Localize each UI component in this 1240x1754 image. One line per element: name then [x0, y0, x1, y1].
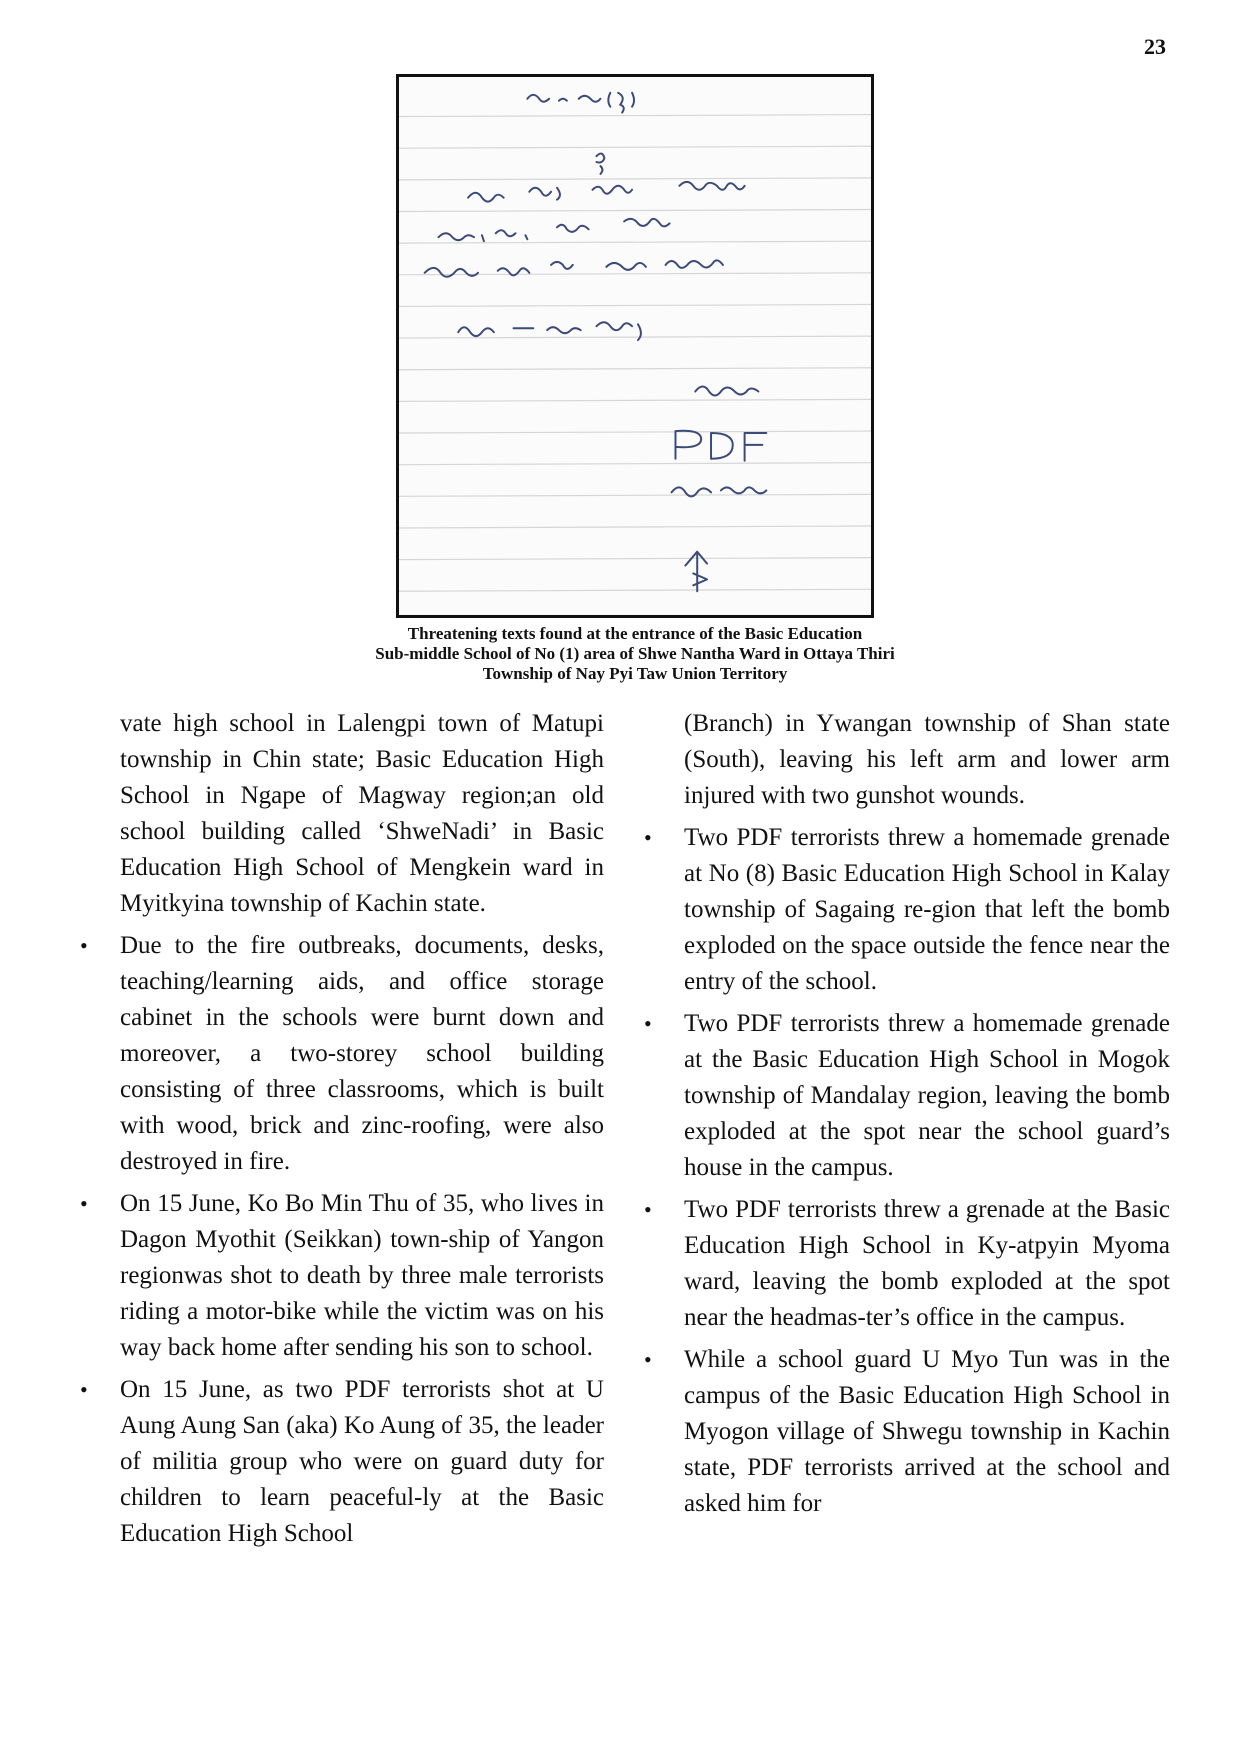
- caption-line: Sub-middle School of No (1) area of Shwe Nantha Ward in Ottaya Thiri: [375, 644, 895, 663]
- bullet-icon: •: [644, 825, 652, 850]
- bullet-item: [640, 1006, 1170, 1186]
- threatening-note-photo: [396, 74, 874, 618]
- bullet-text: On 15 June, as two PDF terrorists shot at U Aung Aung San (aka) Ko Aung of 35, the leader of militia group who were on guard duty for children to learn peaceful-ly at the Basic Education High School: [120, 1376, 604, 1547]
- bullet-icon: •: [80, 1377, 88, 1402]
- bullet-icon: •: [80, 933, 88, 958]
- right-column: [640, 706, 1170, 1528]
- bullet-item: [640, 1192, 1170, 1336]
- bullet-icon: •: [644, 1197, 652, 1222]
- continued-paragraph: (Branch) in Ywangan township of Shan state (South), leaving his left arm and lower arm injured with two gunshot wounds.: [684, 710, 1170, 809]
- figure-caption: [280, 624, 990, 684]
- continued-paragraph: vate high school in Lalengpi town of Matupi township in Chin state; Basic Education High School in Ngape of Magway region;an old school building called ‘ShweNadi’ in Basic Education High School of Mengkein ward in Myitkyina township of Kachin state.: [120, 710, 604, 917]
- bullet-text: Due to the fire outbreaks, documents, desks, teaching/learning aids, and office storage cabinet in the schools were burnt down and moreover, a two-storey school building consisting of three classrooms, which is built with wood, brick and zinc-roofing, were also destroyed in fire.: [120, 932, 604, 1175]
- bullet-item: [640, 1342, 1170, 1522]
- bullet-item: [76, 1372, 604, 1552]
- left-column: [76, 706, 604, 1558]
- bullet-icon: •: [644, 1011, 652, 1036]
- bullet-item: [76, 1186, 604, 1366]
- bullet-text: Two PDF terrorists threw a grenade at the Basic Education High School in Ky-atpyin Myoma ward, leaving the bomb exploded at the spot near the headmas-ter’s office in the campus.: [684, 1196, 1170, 1331]
- bullet-item: [640, 820, 1170, 1000]
- bullet-icon: •: [80, 1191, 88, 1216]
- page-number: 23: [1144, 34, 1166, 59]
- bullet-text: Two PDF terrorists threw a homemade grenade at the Basic Education High School in Mogok township of Mandalay region, leaving the bomb exploded at the spot near the school guard’s house in the campus.: [684, 1010, 1170, 1181]
- handwritten-note-image: [399, 77, 871, 615]
- bullet-icon: •: [644, 1347, 652, 1372]
- bullet-text: Two PDF terrorists threw a homemade grenade at No (8) Basic Education High School in Kalay township of Sagaing re-gion that left the bomb exploded on the space outside the fence near the entry of the school.: [684, 824, 1170, 995]
- bullet-item: [76, 928, 604, 1180]
- bullet-text: On 15 June, Ko Bo Min Thu of 35, who lives in Dagon Myothit (Seikkan) town-ship of Yangon regionwas shot to death by three male terrorists riding a motor-bike while the victim was on his way back home after sending his son to school.: [120, 1190, 604, 1361]
- caption-line: Threatening texts found at the entrance of the Basic Education: [407, 624, 863, 643]
- bullet-text: While a school guard U Myo Tun was in the campus of the Basic Education High School in Myogon village of Shwegu township in Kachin state, PDF terrorists arrived at the school and asked him for: [684, 1346, 1170, 1517]
- caption-line: Township of Nay Pyi Taw Union Territory: [482, 664, 788, 683]
